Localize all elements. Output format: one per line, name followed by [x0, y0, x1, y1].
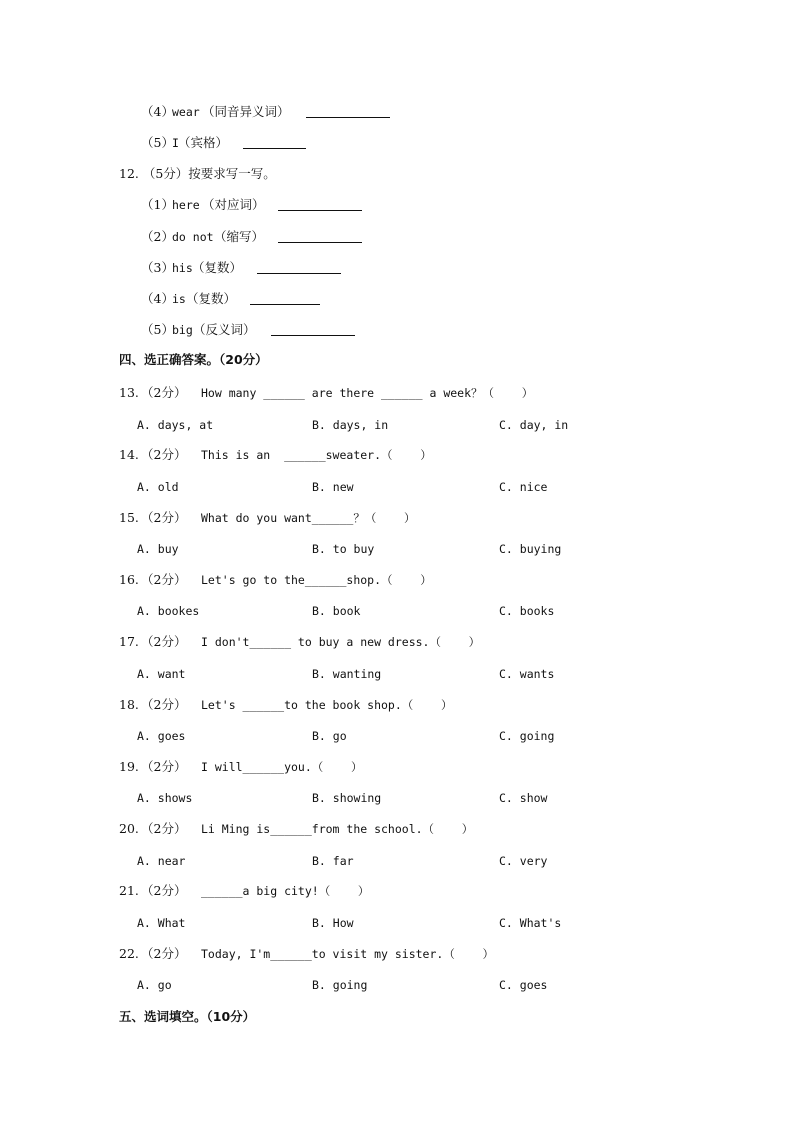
option-c[interactable]: C. wants	[499, 666, 555, 681]
question-number: 19.	[119, 758, 139, 774]
item-hint: （同音异义词）	[202, 104, 290, 119]
question-points: （2分）	[141, 385, 187, 400]
item-hint: （缩写）	[214, 229, 265, 244]
option-b[interactable]: B. new	[312, 479, 354, 494]
item-word: I	[172, 136, 179, 150]
question-points: （2分）	[141, 758, 187, 774]
question-stem: How many ______ are there ______ a week？（ ）	[201, 386, 534, 400]
item-hint: （复数）	[192, 260, 243, 275]
answer-blank[interactable]	[250, 291, 320, 305]
question-points: （2分）	[141, 509, 187, 525]
question-stem: What do you want______？（ ）	[201, 510, 416, 525]
option-a[interactable]: A. want	[137, 666, 186, 681]
answer-blank[interactable]	[271, 322, 355, 336]
question-points: （2分）	[141, 571, 187, 587]
answer-blank[interactable]	[243, 135, 306, 149]
section-5-title	[0, 1009, 794, 1057]
item-word: his	[172, 261, 193, 275]
option-a[interactable]: A. bookes	[137, 604, 200, 619]
answer-blank[interactable]	[306, 104, 390, 118]
item-word: is	[172, 292, 186, 306]
section-title: 五、选词填空。（10分）	[119, 1009, 256, 1024]
item-hint: （反义词）	[193, 322, 256, 337]
question-points: （2分）	[141, 883, 187, 899]
option-c[interactable]: C. nice	[499, 479, 548, 494]
answer-blank[interactable]	[278, 197, 362, 211]
option-c[interactable]: C. goes	[499, 978, 548, 993]
option-b[interactable]: B. go	[312, 729, 347, 743]
item-word: here	[172, 198, 200, 212]
option-a[interactable]: A. What	[137, 915, 186, 930]
option-b[interactable]: B. days, in	[312, 417, 389, 432]
question-stem: I will______you.（ ）	[201, 759, 363, 774]
item-number: （5）	[141, 322, 174, 337]
option-a[interactable]: A. days, at	[137, 417, 214, 432]
option-b[interactable]: B. showing	[312, 791, 382, 806]
question-number: 20.	[119, 821, 139, 837]
option-c[interactable]: C. buying	[499, 542, 562, 557]
item-number: （5）	[141, 135, 174, 150]
question-number: 13.	[119, 385, 139, 400]
option-a[interactable]: A. near	[137, 853, 186, 868]
item-number: （3）	[141, 260, 174, 275]
option-a[interactable]: A. buy	[137, 542, 179, 557]
question-number: 18.	[119, 696, 139, 712]
question-number: 15.	[119, 509, 139, 525]
item-hint: （对应词）	[202, 197, 265, 212]
option-c[interactable]: C. going	[499, 729, 555, 743]
option-c[interactable]: C. day, in	[499, 417, 569, 432]
question-number: 17.	[119, 634, 139, 650]
option-b[interactable]: B. How	[312, 915, 354, 930]
question-stem: Today, I'm______to visit my sister.（ ）	[201, 946, 495, 961]
option-a[interactable]: A. go	[137, 978, 172, 993]
question-points: （2分）	[141, 945, 187, 961]
option-b[interactable]: B. far	[312, 853, 354, 868]
item-number: （2）	[141, 229, 174, 244]
option-c[interactable]: C. What's	[499, 915, 562, 930]
answer-blank[interactable]	[257, 260, 341, 274]
question-stem: Li Ming is______from the school.（ ）	[201, 822, 474, 837]
option-a[interactable]: A. old	[137, 479, 179, 494]
answer-blank[interactable]	[278, 229, 362, 243]
question-stem: Let's ______to the book shop.（ ）	[201, 697, 453, 712]
question-points: （2分）	[141, 821, 187, 837]
item-word: do not	[172, 230, 214, 244]
item-number: （4）	[141, 104, 174, 119]
option-c[interactable]: C. very	[499, 853, 548, 868]
item-hint: （宾格）	[178, 135, 229, 150]
question-number: 22.	[119, 945, 139, 961]
option-b[interactable]: B. to buy	[312, 542, 375, 557]
question-points: （2分）	[141, 696, 187, 712]
item-hint: （复数）	[186, 291, 237, 306]
option-c[interactable]: C. books	[499, 604, 555, 619]
item-number: （4）	[141, 291, 174, 306]
question-stem: ______a big city!（ ）	[201, 884, 370, 899]
option-b[interactable]: B. going	[312, 978, 368, 993]
question-stem: This is an ______sweater.（ ）	[201, 448, 432, 463]
item-word: big	[172, 323, 193, 337]
section-title: 四、选正确答案。（20分）	[119, 352, 268, 367]
item-word: wear	[172, 105, 200, 119]
question-number: 14.	[119, 447, 139, 463]
option-c[interactable]: C. show	[499, 791, 548, 806]
option-a[interactable]: A. goes	[137, 729, 186, 743]
question-stem: Let's go to the______shop.（ ）	[201, 572, 432, 587]
question-points: （2分）	[141, 634, 187, 650]
question-header: 12. （5分）按要求写一写。	[119, 166, 276, 181]
option-b[interactable]: B. book	[312, 604, 361, 619]
option-b[interactable]: B. wanting	[312, 666, 382, 681]
option-a[interactable]: A. shows	[137, 791, 193, 806]
question-number: 16.	[119, 571, 139, 587]
question-stem: I don't______ to buy a new dress.（ ）	[201, 635, 481, 650]
item-number: （1）	[141, 197, 174, 212]
question-number: 21.	[119, 883, 139, 899]
question-points: （2分）	[141, 447, 187, 463]
